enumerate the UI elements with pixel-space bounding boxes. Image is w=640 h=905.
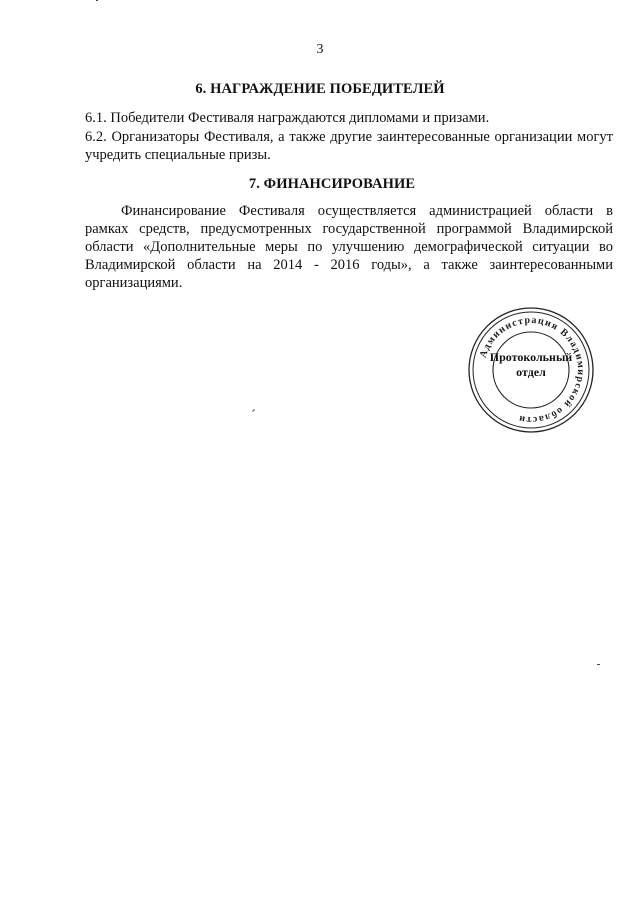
paragraph-6-1: 6.1. Победители Фестиваля награждаются дипломами и призами. [85,110,490,126]
stray-mark [252,409,255,412]
section-7-heading: 7. ФИНАНСИРОВАНИЕ [248,176,416,192]
stamp-center-line-2: отдел [516,365,546,379]
paragraph-7: Финансирование Фестиваля осуществляется администрацией области в рамках средств, предусмотренных государственной программой Владимирской области «Дополнительные меры по улучшению демографической ситуации во Владимирской области на 2014 - 2016 годы», а также заинтересованными организациями. [85,203,613,291]
stamp-center-text [487,350,575,380]
stray-mark [96,0,98,1]
page-number: 3 [316,42,324,57]
stamp-ring-text: Администрация Владимирской области [477,314,587,426]
stamp-center-line-1: Протокольный [489,350,573,364]
official-stamp [467,306,595,434]
stray-mark [597,664,600,665]
section-6-heading: 6. НАГРАЖДЕНИЕ ПОБЕДИТЕЛЕЙ [195,81,445,97]
paragraph-6-2: 6.2. Организаторы Фестиваля, а также другие заинтересованные организации могут учредить специальные призы. [85,129,613,163]
